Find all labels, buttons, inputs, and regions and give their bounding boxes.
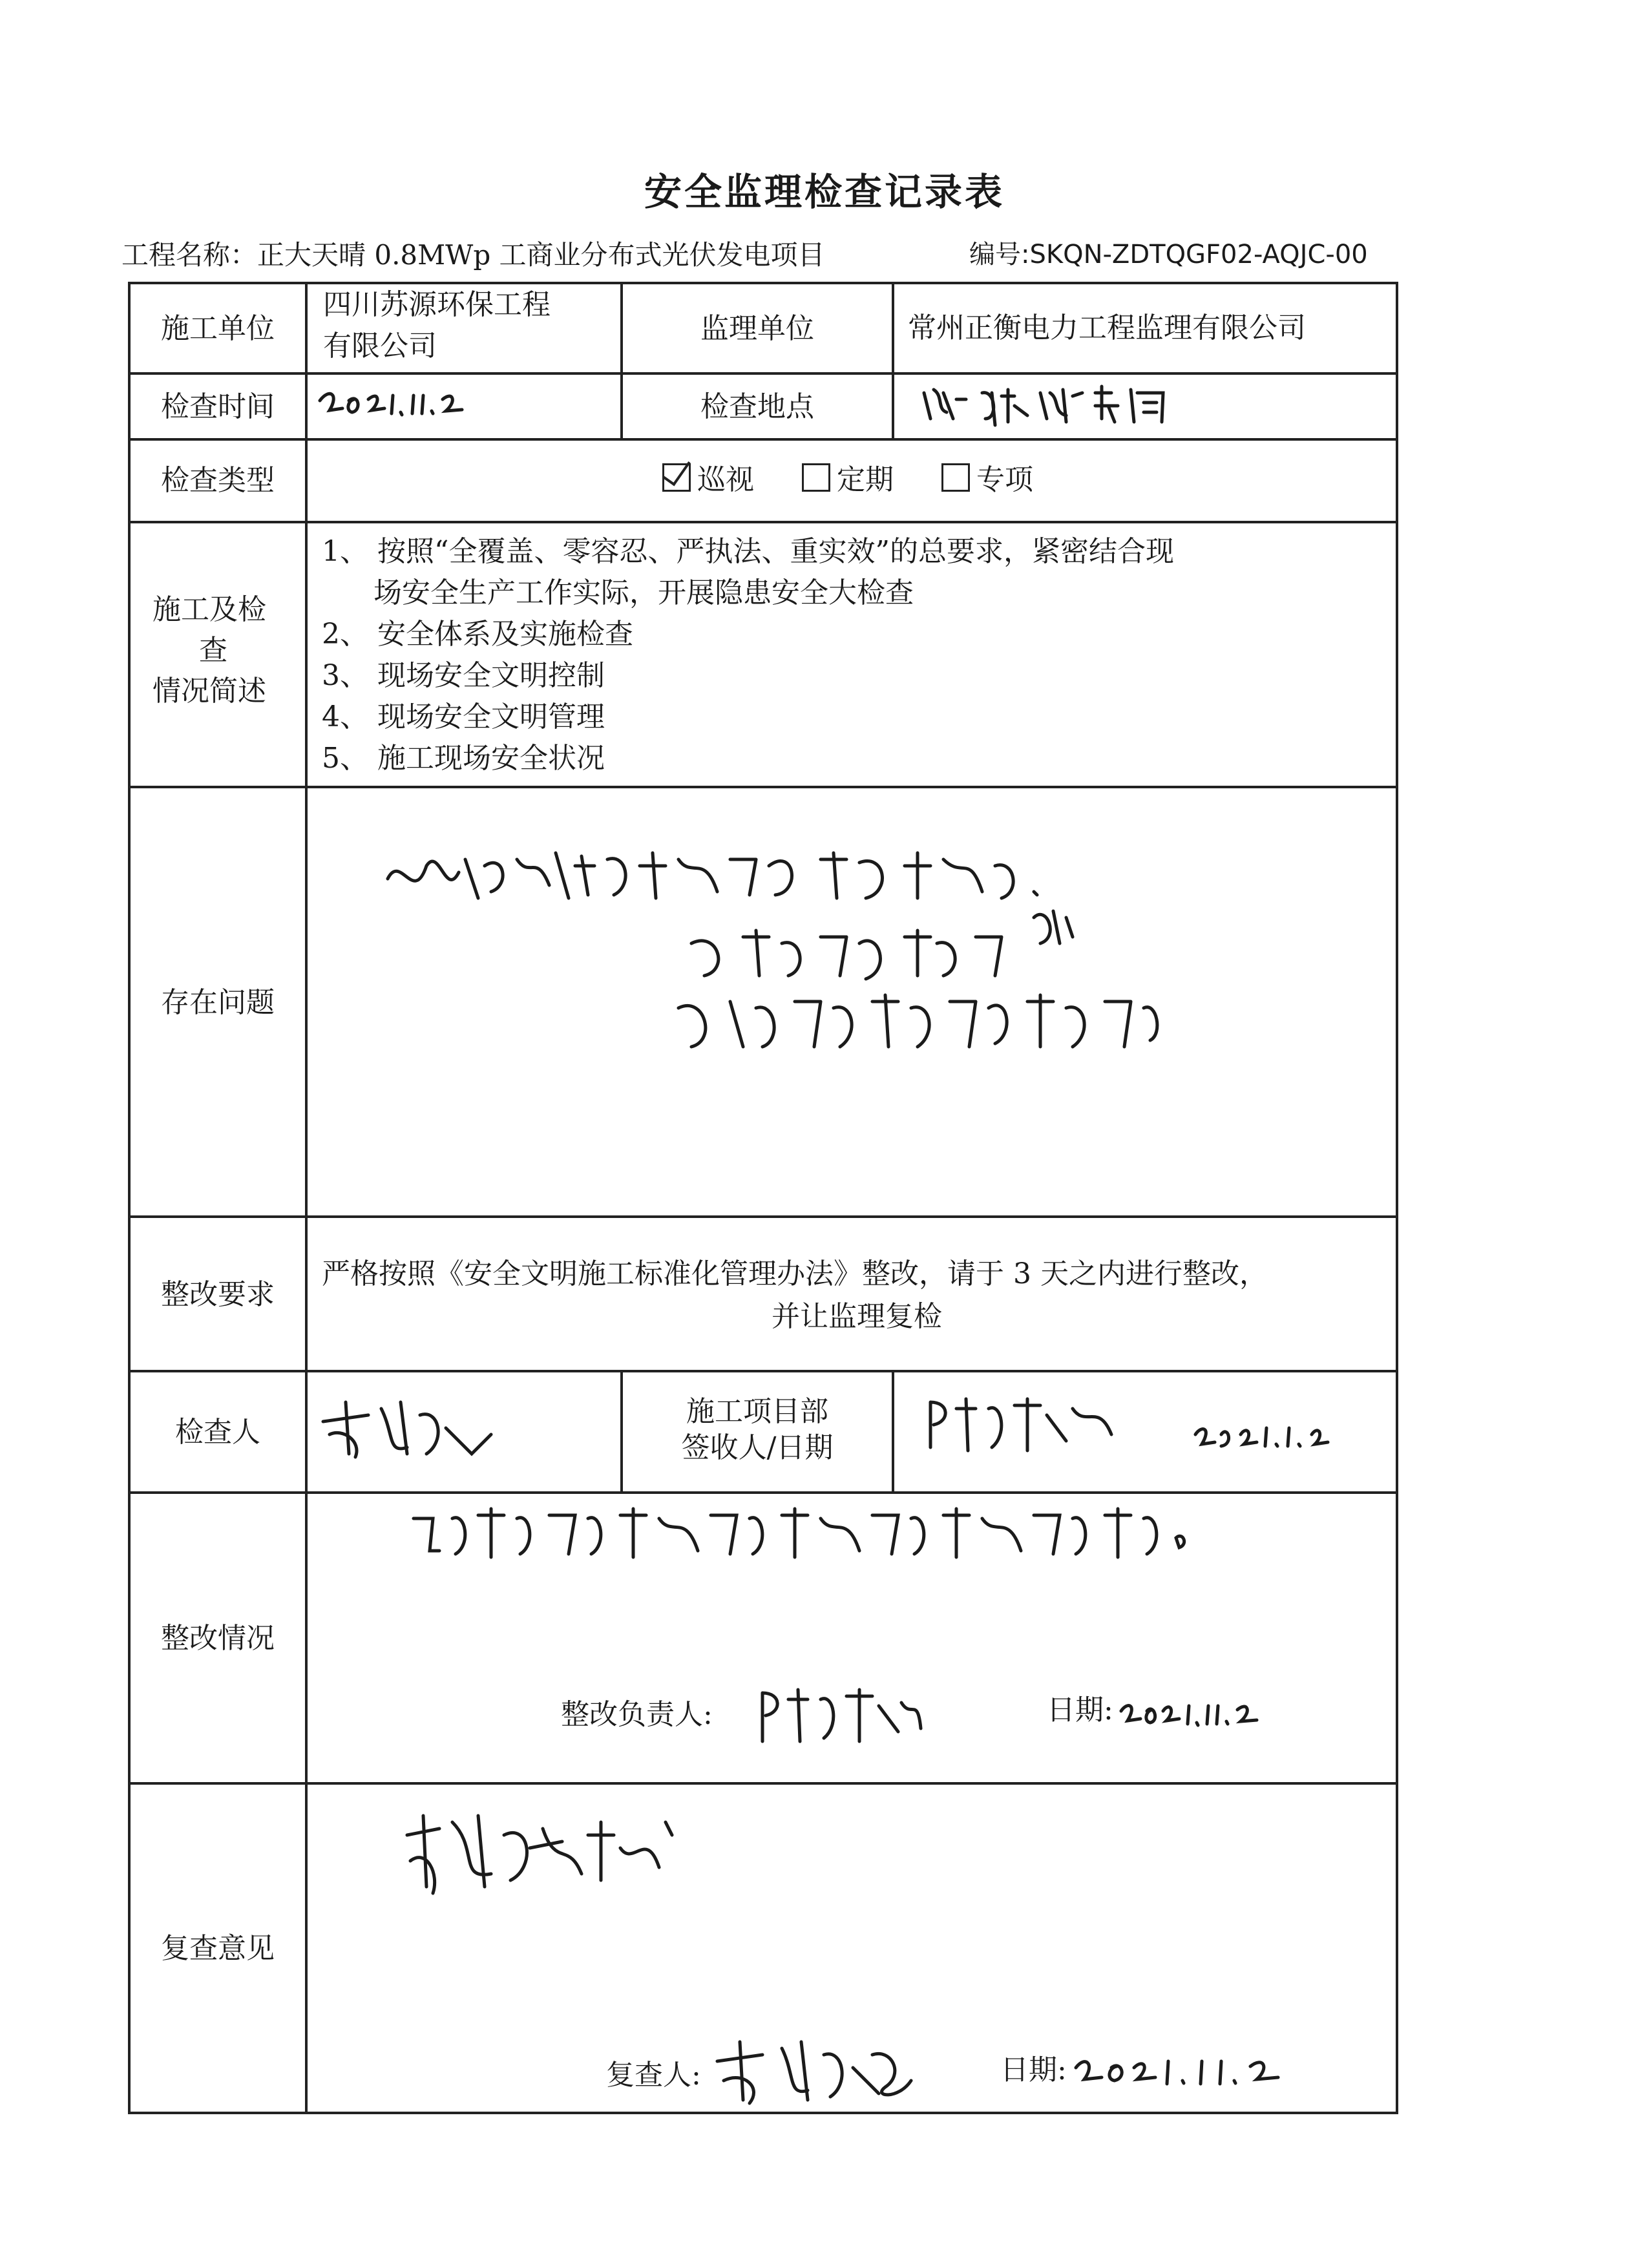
project-name: 工程名称：正大天晴 0.8MWp 工商业分布式光伏发电项目 — [121, 239, 825, 271]
construction-unit-line1: 四川苏源环保工程 — [323, 288, 551, 321]
summary-item-1-cont: 场安全生产工作实际，开展隐患安全大检查 — [373, 576, 914, 609]
handwritten-review-date — [1073, 2048, 1299, 2096]
rectify-responsible-label: 整改负责人: — [561, 1698, 713, 1731]
checkbox-icon[interactable] — [941, 463, 970, 492]
inspect-time-label: 检查时间 — [161, 390, 275, 423]
handwritten-reviewer-signature — [711, 2035, 930, 2109]
summary-item-2: 2、 安全体系及实施检查 — [322, 618, 633, 651]
supervision-unit-label: 监理单位 — [700, 312, 814, 345]
rectify-label: 整改情况 — [161, 1622, 275, 1655]
form-code: 编号:SKQN-ZDTQGF02-AQJC-00 — [969, 240, 1368, 269]
summary-item-4: 4、 现场安全文明管理 — [322, 700, 605, 733]
inspect-type-label: 检查类型 — [161, 464, 275, 497]
handwritten-inspector-signature — [317, 1396, 498, 1469]
review-date-label: 日期: — [1000, 2053, 1067, 2086]
handwritten-inspect-date — [317, 381, 485, 429]
option-periodic-label: 定期 — [837, 463, 894, 496]
handwritten-responsible-signature — [756, 1683, 924, 1750]
rectify-date-label: 日期: — [1047, 1694, 1113, 1727]
construction-unit-line2: 有限公司 — [323, 330, 437, 362]
inspect-place-label: 检查地点 — [700, 390, 814, 423]
summary-item-5: 5、 施工现场安全状况 — [322, 742, 605, 775]
construction-unit-label: 施工单位 — [161, 312, 275, 345]
handwritten-review-opinion — [401, 1809, 685, 1909]
summary-item-1: 1、 按照“全覆盖、零容忍、严执法、重实效”的总要求，紧密结合现 — [322, 535, 1174, 568]
checkbox-checked-icon[interactable] — [662, 463, 691, 492]
requirement-line1: 严格按照《安全文明施工标准化管理办法》整改，请于 3 天之内进行整改， — [322, 1257, 1268, 1290]
handwritten-inspect-place — [918, 380, 1215, 434]
option-patrol-label: 巡视 — [697, 463, 754, 496]
requirement-line2: 并让监理复检 — [772, 1300, 942, 1333]
summary-label-2: 查 — [199, 634, 227, 667]
handwritten-rectify-note — [407, 1499, 1247, 1573]
option-periodic[interactable] — [802, 463, 894, 496]
summary-label-1: 施工及检 — [152, 593, 266, 626]
receiver-label-2: 签收人/日期 — [681, 1431, 834, 1464]
option-patrol[interactable] — [662, 463, 754, 496]
inspect-type-options — [662, 456, 1072, 498]
handwritten-receiver-signature — [918, 1389, 1370, 1463]
receiver-label-1: 施工项目部 — [686, 1395, 828, 1428]
summary-label-3: 情况简述 — [152, 675, 266, 708]
checkbox-icon[interactable] — [802, 463, 830, 492]
supervision-unit-value: 常州正衡电力工程监理有限公司 — [908, 311, 1306, 344]
issues-label: 存在问题 — [161, 985, 275, 1019]
inspector-label: 检查人 — [175, 1416, 260, 1449]
option-special[interactable] — [941, 463, 1033, 496]
handwritten-rectify-date — [1118, 1692, 1266, 1739]
form-title: 安全监理检查记录表 — [644, 170, 1005, 214]
requirement-label: 整改要求 — [161, 1277, 275, 1311]
handwritten-issues — [381, 840, 1286, 1101]
option-special-label: 专项 — [976, 463, 1033, 496]
reviewer-label: 复查人: — [606, 2059, 701, 2092]
review-label: 复查意见 — [161, 1932, 275, 1965]
summary-item-3: 3、 现场安全文明控制 — [322, 659, 605, 692]
